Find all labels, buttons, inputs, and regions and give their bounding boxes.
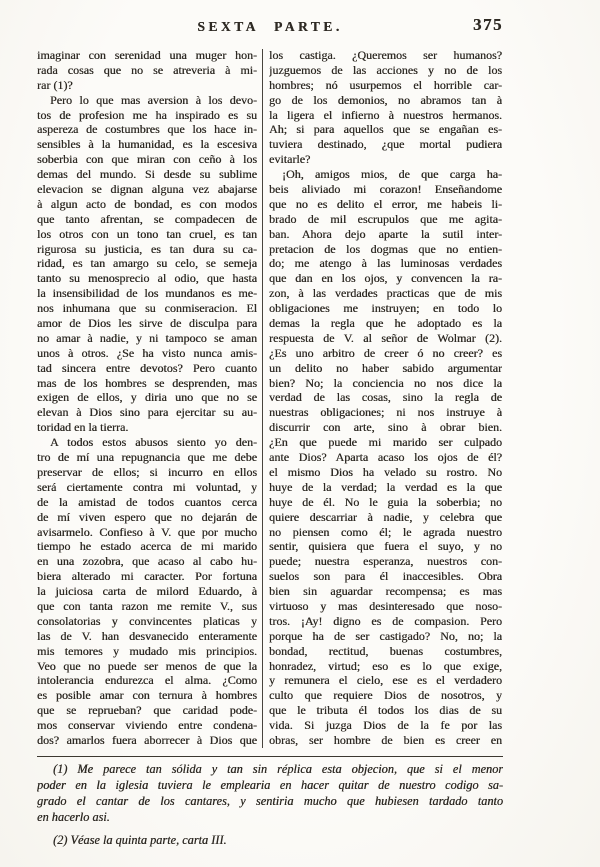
text-line: verdad de las cosas, sino la regla de bbox=[269, 390, 502, 405]
text-line: tros. ¡Ay! digno es de compasion. Pero bbox=[269, 613, 502, 628]
text-line: aspereza de costumbres que los hace in- bbox=[37, 122, 257, 137]
text-line: nos inhumana que su conmiseracion. El bbox=[37, 301, 257, 316]
text-line: será ciertamente contra mi voluntad, y bbox=[37, 479, 257, 494]
text-line: no amar à nadie, y ni tampoco se aman bbox=[37, 330, 257, 345]
text-line: preservar de ellos; si incurro en ellos bbox=[37, 464, 257, 479]
text-line: soberbia con que miran con ceño à los bbox=[37, 152, 257, 167]
text-line: rar (1)? bbox=[37, 77, 73, 92]
text-line: tiempo he estado acerca de mi marido bbox=[37, 539, 257, 554]
text-line: huye de él. No le guia la soberbia; no bbox=[269, 494, 502, 509]
text-line: de la amistad de todos cuantos cerca bbox=[37, 494, 257, 509]
text-line: que no es delito el error, me habeis li- bbox=[269, 196, 502, 211]
text-line: ¿En que puede mi marido ser culpado bbox=[269, 435, 502, 450]
text-line: honradez, virtud; eso es lo que exige, bbox=[269, 658, 502, 673]
text-line: huye de la verdad; la verdad es la que bbox=[269, 479, 502, 494]
text-line: puede; nuestra esperanza, nuestros con- bbox=[269, 554, 502, 569]
text-line: Veo que no puede ser menos de que la bbox=[37, 658, 257, 673]
text-line: quiere descarriar à nadie, y celebra que bbox=[269, 509, 502, 524]
text-line: ridad, es tan amargo su celo, se semeja bbox=[37, 256, 257, 271]
text-line: mis temores y mudado mis principios. bbox=[37, 643, 257, 658]
text-line: (1) Me parece tan sólida y tan sin réplica esta objecion, que si el menor bbox=[53, 761, 503, 776]
text-line: pretacion de los dogmas que no entien- bbox=[269, 241, 502, 256]
page-number: 375 bbox=[473, 15, 503, 34]
text-line: do; me atengo à las luminosas verdades bbox=[269, 256, 502, 271]
text-line: poder en la iglesia tuviera le emplearia en hacer quitar de nuestro codigo sa- bbox=[37, 778, 503, 793]
text-line: nuestras obligaciones; ni nos instruye à bbox=[269, 405, 502, 420]
text-line: consolatorias y convincentes platicas y bbox=[37, 613, 257, 628]
text-line: que dan en los ojos, y convencen la ra- bbox=[269, 271, 502, 286]
text-line: juzguemos de las acciones y no de los bbox=[269, 62, 502, 77]
text-line: A todos estos abusos siento yo den- bbox=[50, 435, 257, 450]
text-line: que con tanta razon me remite V., sus bbox=[37, 598, 257, 613]
text-line: las de V. han desvanecido enteramente bbox=[37, 628, 257, 643]
text-line: hombres; nó usurpemos el horrible car- bbox=[269, 77, 502, 92]
text-line: tanto su menosprecio al odio, que hasta bbox=[37, 271, 257, 286]
text-line: evitarle? bbox=[269, 152, 311, 167]
text-line: los castiga. ¿Queremos ser humanos? bbox=[269, 48, 502, 62]
text-line: sensibles à la humanidad, es la escesiva bbox=[37, 137, 257, 152]
text-line: un delito no haber sabido argumentar bbox=[269, 360, 502, 375]
text-line: la insensibilidad de los mundanos es me- bbox=[37, 286, 257, 301]
text-line: suelos son para él inaccesibles. Obra bbox=[269, 569, 502, 584]
text-line: elevacion se dignan alguna vez abajarse bbox=[37, 182, 257, 197]
text-line: bien sin aguardar recompensa; es mas bbox=[269, 584, 502, 599]
text-line: elevan à Dios sino para ejercitar su au- bbox=[37, 405, 257, 420]
text-line: imaginar con serenidad una muger hon- bbox=[37, 48, 257, 62]
text-line: ban. Ahora dejo aparte la sutil inter- bbox=[269, 226, 502, 241]
text-line: exigen de ellos, y diria uno que no se bbox=[37, 390, 257, 405]
text-line: zon, à las verdades practicas que de mis bbox=[269, 286, 502, 301]
section-title: SEXTA PARTE. bbox=[197, 19, 343, 34]
text-line: de mí viven espero que no dejarán de bbox=[37, 509, 257, 524]
text-line: rigurosa su justicia, es tan dura su ca- bbox=[37, 241, 257, 256]
text-line: ante Dios? Aparta acaso los ojos de él? bbox=[269, 450, 502, 465]
text-line: grado el cantar de los cantares, y sentiria mucho que hubiesen tardado tanto bbox=[37, 794, 503, 809]
text-columns bbox=[37, 48, 503, 748]
text-line: Pero lo que mas aversion à los devo- bbox=[50, 92, 257, 107]
text-line: culto que requiere Dios de nosotros, y bbox=[269, 688, 502, 703]
footnotes bbox=[37, 761, 503, 848]
text-line: sentir, quisiera que fuera el suyo, y no bbox=[269, 539, 502, 554]
text-line: que le tributa él todos los dias de su bbox=[269, 703, 502, 718]
text-line: los otros con un tono tan cruel, es tan bbox=[37, 226, 257, 241]
text-line: obligaciones me instruyen; en todo lo bbox=[269, 301, 502, 316]
text-line: biera alterado mi caracter. Por fortuna bbox=[37, 569, 257, 584]
text-line: (2) Véase la quinta parte, carta III. bbox=[53, 832, 227, 847]
text-line: tos de profesion me ha inspirado es su bbox=[37, 107, 257, 122]
text-line: dos? amarlos fuera aborrecer à Dios que bbox=[37, 732, 257, 747]
text-line: la ligera el infierno à nuestros hermanos. bbox=[269, 107, 502, 122]
text-line: el mismo Dios ha velado su rostro. No bbox=[269, 464, 502, 479]
text-line: la juiciosa carta de milord Eduardo, à bbox=[37, 584, 257, 599]
left-column bbox=[37, 48, 257, 748]
text-line: no piensen como él; le agrada nuestro bbox=[269, 524, 502, 539]
text-line: obras, ser hombre de bien es creer en bbox=[269, 732, 502, 747]
column-divider-rule bbox=[262, 49, 263, 748]
text-line: demas la regla que he adoptado es la bbox=[269, 316, 502, 331]
text-line: avisarmelo. Confieso à V. que por mucho bbox=[37, 524, 257, 539]
text-line: amor de Dios les sirve de disculpa para bbox=[37, 316, 257, 331]
right-column bbox=[269, 48, 502, 748]
text-line: respuesta de V. al señor de Wolmar (2). bbox=[269, 330, 502, 345]
text-line: y remunera el cielo, ese es el verdadero bbox=[269, 673, 502, 688]
text-line: bien? No; la conciencia no nos dice la bbox=[269, 375, 502, 390]
text-line: que se reprueban? que caridad pode- bbox=[37, 703, 257, 718]
text-line: ¿Es uno arbitro de creer ó no creer? es bbox=[269, 345, 502, 360]
text-line: en una zozobra, que acaso al cabo hu- bbox=[37, 554, 257, 569]
text-line: que tanto afrentan, se compadecen de bbox=[37, 211, 257, 226]
text-line: en hacerlo asi. bbox=[37, 810, 110, 825]
text-line: rada cosas que no se atreveria à mi- bbox=[37, 62, 257, 77]
text-line: tad sincera entre devotos? Pero cuanto bbox=[37, 360, 257, 375]
text-line: virtuoso y mas desinteresado que noso- bbox=[269, 598, 502, 613]
text-line: discurrir con arte, sino à obrar bien. bbox=[269, 420, 502, 435]
text-line: unos à otros. ¿Se ha visto nunca amis- bbox=[37, 345, 257, 360]
text-line: bondad, rectitud, buenas costumbres, bbox=[269, 643, 502, 658]
text-line: go de los demonios, no abramos tan à bbox=[269, 92, 502, 107]
page-content bbox=[37, 16, 503, 848]
text-line: ¡Oh, amigos mios, de que carga ha- bbox=[282, 167, 502, 182]
text-line: porque ha de ser castigado? No, no; la bbox=[269, 628, 502, 643]
text-line: es posible amar con ternura à hombres bbox=[37, 688, 257, 703]
text-line: tuviera destinado, ¿que mortal pudiera bbox=[269, 137, 502, 152]
text-line: intolerancia endurezca el alma. ¿Como bbox=[37, 673, 257, 688]
text-line: demas del mundo. Si desde su sublime bbox=[37, 167, 257, 182]
text-line: brado de mil escrupulos que me agita- bbox=[269, 211, 502, 226]
page-header bbox=[37, 16, 503, 42]
text-line: toridad en la tierra. bbox=[37, 420, 129, 435]
text-line: tro de mí una repugnancia que me debe bbox=[37, 450, 257, 465]
text-line: beis aliviado mi corazon! Enseñandome bbox=[269, 182, 502, 197]
text-line: mas de los hombres se desprenden, mas bbox=[37, 375, 257, 390]
footnote-separator-rule bbox=[37, 756, 503, 757]
text-line: Ah; si para aquellos que se engañan es- bbox=[269, 122, 502, 137]
text-line: vida. Si juzga Dios de la fe por las bbox=[269, 718, 502, 733]
text-line: à algun acto de bondad, es con modos bbox=[37, 196, 257, 211]
text-line: mos conservar viviendo entre condena- bbox=[37, 718, 257, 733]
